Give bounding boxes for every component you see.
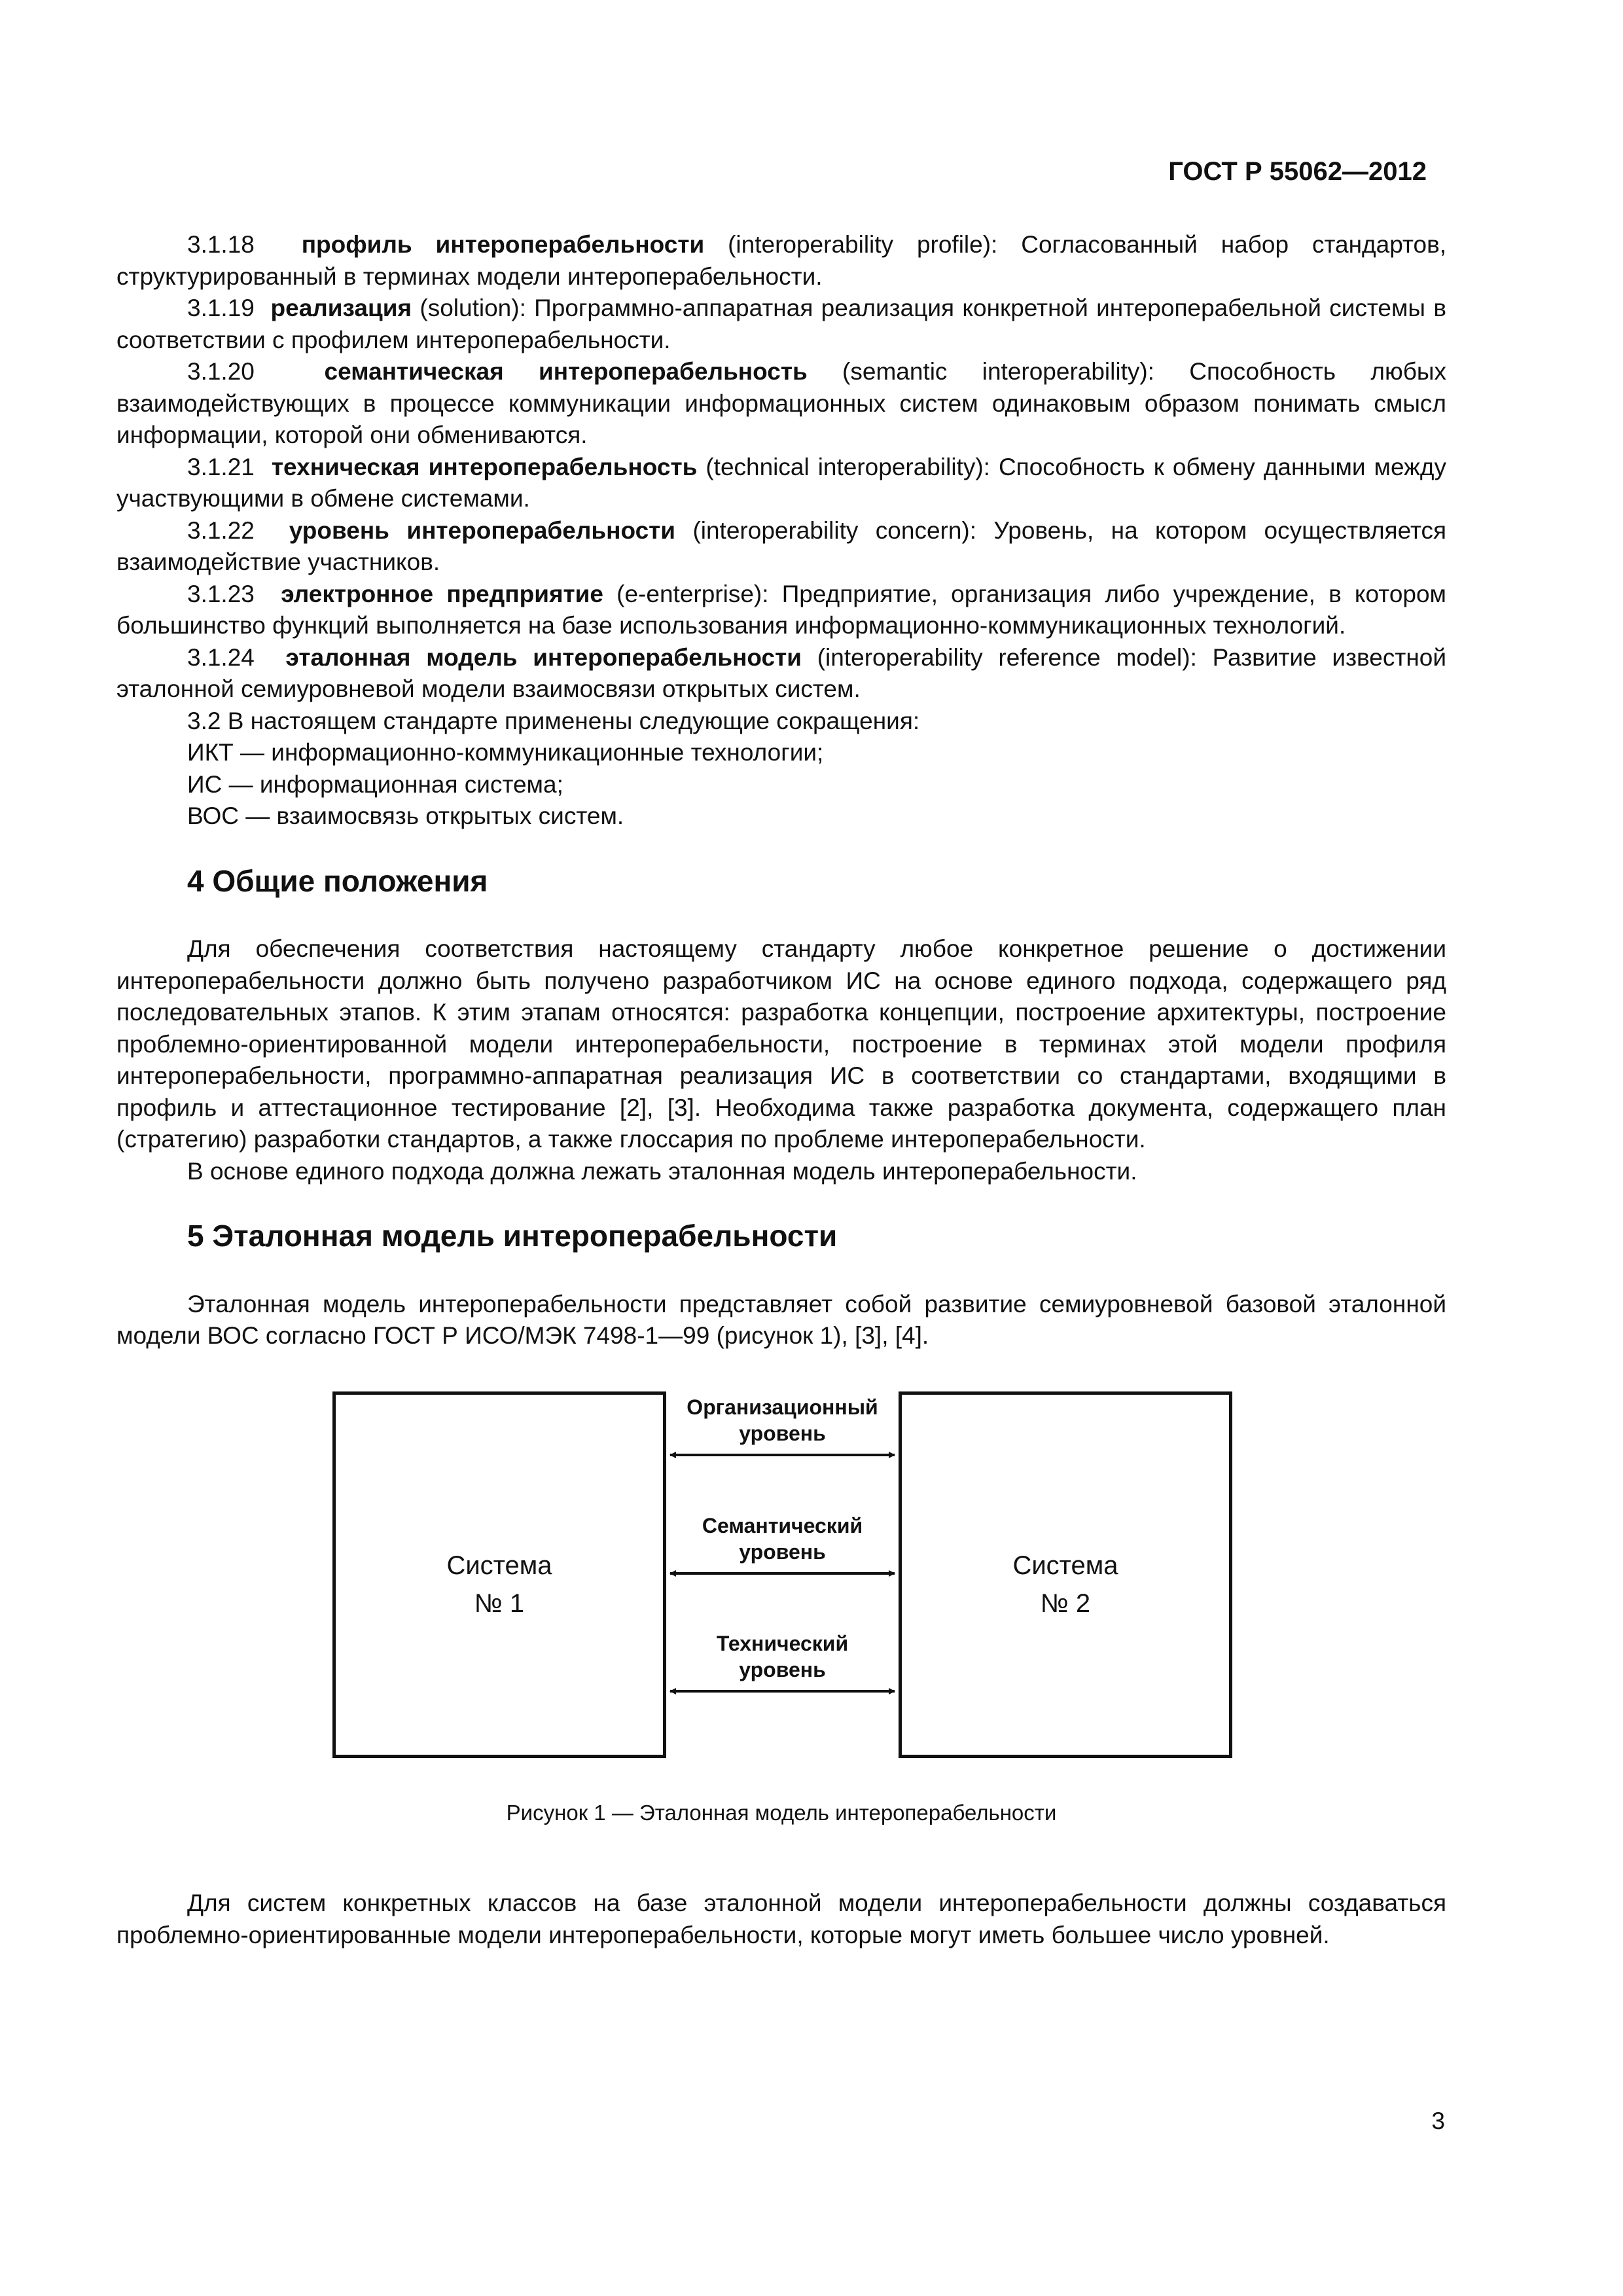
- definition-3-1-18: 3.1.18 профиль интероперабельности (interoperability profile): Согласованный набор стандартов, структурированный в терминах модели интероперабельности.: [116, 231, 1447, 290]
- definition-3-1-22: 3.1.22 уровень интероперабельности (interoperability concern): Уровень, на котором осуществляется взаимодействие участников.: [116, 516, 1447, 575]
- section-4-paragraph: Для обеспечения соответствия настоящему стандарту любое конкретное решение о достижении интероперабельности должно быть получено разработчиком ИС на основе единого подхода, содержащего ряд последовательных этапов. К этим этапам относятся: разработка концепции, построение архитектуры, построение проблемно-ориентированной модели интероперабельности, построение в терминах этой модели профиля интероперабельности, программно-аппаратная реализация ИС в соответствии со стандартами, входящими в профиль и аттестационное тестирование [2], [3]. Необходима также разработка документа, содержащего план (стратегию) разработки стандартов, а также глоссария по проблеме интероперабельности.: [116, 935, 1446, 1153]
- semantic-level-label: Семантический уровень: [702, 1513, 863, 1564]
- technical-level-label: Технический уровень: [716, 1631, 849, 1681]
- abbrev-item: ИКТ — информационно-коммуникационные технологии;: [187, 739, 824, 766]
- definition-3-1-20: 3.1.20 семантическая интероперабельность (semantic interoperability): Способность любых взаимодействующих в процессе коммуникации информационных систем одинаковым образом понимать смысл информации, которой они обмениваются.: [116, 358, 1446, 448]
- system-1-label: Система № 1: [446, 1551, 552, 1618]
- page-number: 3: [1431, 2108, 1445, 2134]
- system-2-box: [899, 1391, 1232, 1758]
- section-5-heading: 5 Эталонная модель интероперабельности: [187, 1219, 838, 1253]
- term: уровень интероперабельности: [289, 516, 676, 544]
- term: электронное предприятие: [281, 580, 603, 607]
- system-2-label: Система № 2: [1012, 1551, 1118, 1618]
- definition-3-1-24: 3.1.24 эталонная модель интероперабельности (interoperability reference model): Развитие известной эталонной семиуровневой модели взаимосвязи открытых систем.: [116, 643, 1447, 702]
- term: реализация: [270, 295, 412, 321]
- term: техническая интероперабельность: [271, 453, 698, 480]
- section-4-paragraph: В основе единого подхода должна лежать эталонная модель интероперабельности.: [187, 1157, 1137, 1185]
- term: эталонная модель интероперабельности: [285, 643, 802, 671]
- definition-3-1-21: 3.1.21 техническая интероперабельность (technical interoperability): Способность к обмену данными между участвующими в обмене системами.: [116, 453, 1447, 512]
- definition-3-1-23: 3.1.23 электронное предприятие (e-enterprise): Предприятие, организация либо учреждение, в котором большинство функций выполняется на базе использования информационно-коммуникационных технологий.: [116, 580, 1446, 639]
- abbrev-intro: 3.2 В настоящем стандарте применены следующие сокращения:: [187, 707, 920, 734]
- page-content: [116, 229, 1446, 1951]
- abbrev-item: ВОС — взаимосвязь открытых систем.: [187, 802, 624, 829]
- organizational-level-label: Организационный уровень: [687, 1395, 878, 1445]
- definition-3-1-19: 3.1.19 реализация (solution): Программно-аппаратная реализация конкретной интероперабельной системы в соответствии с профилем интероперабельности.: [116, 295, 1446, 353]
- level-arrows: [666, 1391, 899, 1758]
- section-5-paragraph: Для систем конкретных классов на базе эталонной модели интероперабельности должны создаваться проблемно-ориентированные модели интероперабельности, которые могут иметь большее число уровней.: [116, 1890, 1446, 1948]
- figure-caption: Рисунок 1 — Эталонная модель интероперабельности: [506, 1800, 1057, 1825]
- system-1-box: [332, 1391, 666, 1758]
- term: профиль интероперабельности: [301, 231, 705, 258]
- section-4-heading: 4 Общие положения: [187, 863, 488, 898]
- section-5-paragraph: Эталонная модель интероперабельности представляет собой развитие семиуровневой базовой эталонной модели ВОС согласно ГОСТ Р ИСО/МЭК 7498-1—99 (рисунок 1), [3], [4].: [116, 1290, 1446, 1349]
- document-id: ГОСТ Р 55062—2012: [1168, 157, 1427, 186]
- figure-1-diagram: [116, 1391, 1446, 1758]
- abbrev-item: ИС — информационная система;: [187, 770, 563, 798]
- term: семантическая интероперабельность: [324, 358, 808, 385]
